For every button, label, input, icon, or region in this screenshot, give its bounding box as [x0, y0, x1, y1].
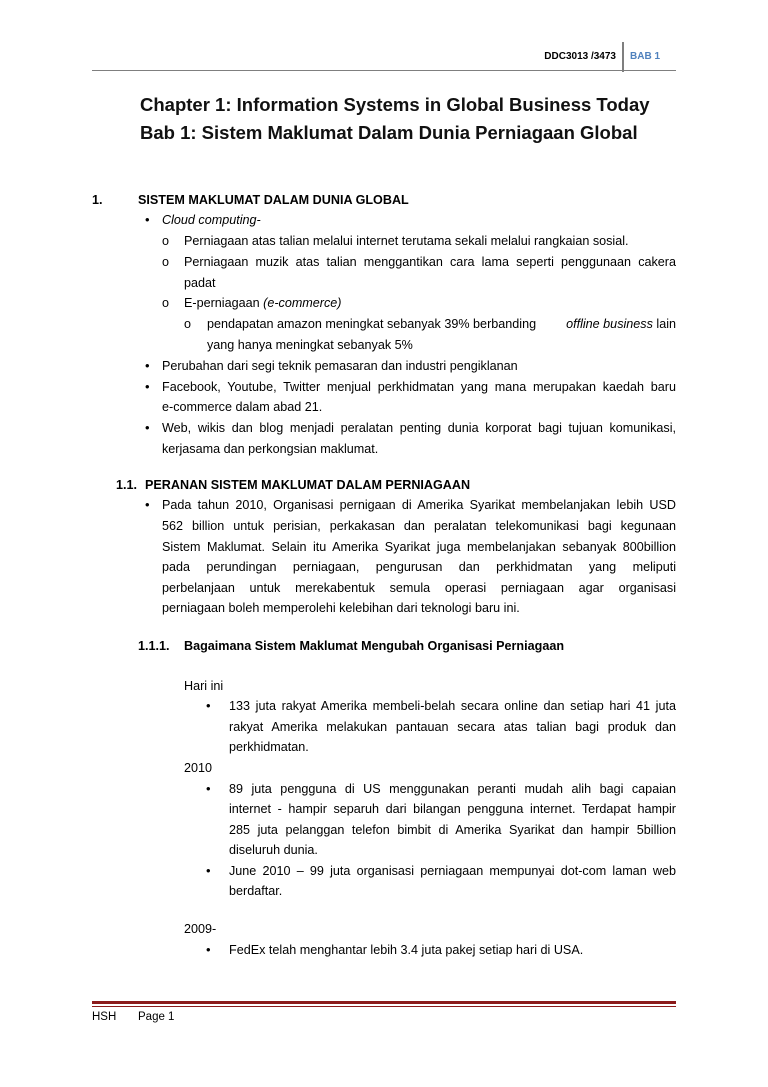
amazon-line-1	[207, 316, 676, 332]
footer-rule-thick	[92, 1001, 676, 1004]
role-paragraph-line-3: Sistem Maklumat. Selain itu Amerika Syarikat juga membelanjakan sebanyak 800billion	[162, 540, 676, 554]
header-chapter-tag: BAB 1	[630, 51, 661, 62]
bullet-web-line-2: kerjasama dan perkongsian maklumat.	[162, 442, 379, 456]
year-2010-label: 2010	[184, 761, 213, 775]
title-english: Chapter 1: Information Systems in Global Business Today	[140, 94, 650, 115]
bullet-social-line-2: e-commerce dalam abad 21.	[162, 400, 323, 414]
header-rule	[92, 70, 676, 71]
bullet-icon: •	[206, 781, 211, 796]
footer-author: HSH	[92, 1011, 117, 1023]
today-line-3: perkhidmatan.	[229, 740, 309, 754]
bullet-icon: •	[206, 942, 211, 957]
title-malay: Bab 1: Sistem Maklumat Dalam Dunia Perniagaan Global	[140, 122, 638, 143]
cloud-sub-item-2-line-2: padat	[184, 276, 216, 290]
amazon-line-1-italic: offline business	[566, 317, 653, 331]
y2010-bullet-1-line-1: 89 juta pengguna di US menggunakan peranti mudah alih bagi capaian	[229, 782, 676, 796]
bullet-icon: •	[145, 358, 150, 373]
eperniagaan-text: E-perniagaan	[184, 296, 264, 310]
bullet-icon: •	[206, 863, 211, 878]
amazon-line-2: yang hanya meningkat sebanyak 5%	[207, 338, 413, 352]
bullet-icon: •	[145, 212, 150, 227]
section-1-1-number: 1.1.	[116, 478, 138, 492]
section-1-1-1-number: 1.1.1.	[138, 639, 170, 653]
circle-bullet-icon: o	[162, 296, 170, 310]
role-paragraph-line-5: perbelanjaan untuk merekabentuk semula operasi perniagaan agar organisasi	[162, 581, 676, 595]
bullet-marketing: Perubahan dari segi teknik pemasaran dan industri pengiklanan	[162, 359, 518, 373]
bullet-icon: •	[145, 420, 150, 435]
bullet-web-line-1: Web, wikis dan blog menjadi peralatan penting dunia korporat bagi tujuan komunikasi,	[162, 421, 676, 435]
amazon-line-1-words	[207, 316, 566, 332]
today-label: Hari ini	[184, 679, 224, 693]
eperniagaan-item	[184, 295, 342, 311]
circle-bullet-icon: o	[184, 317, 192, 331]
section-1-number: 1.	[92, 193, 103, 207]
bullet-icon: •	[145, 497, 150, 512]
header-course-code: DDC3013 /3473	[544, 51, 616, 62]
y2010-bullet-1-line-2: internet - hampir separuh dari bilangan pengguna internet. Terdapat hampir	[229, 802, 676, 816]
amazon-line-1-end: lain	[652, 317, 676, 331]
y2010-bullet-1-line-3: 285 juta pelanggan telefon bimbit di Amerika Syarikat dan hampir 5billion	[229, 823, 676, 837]
amazon-line-1-text: pendapatan amazon meningkat sebanyak 39% berbanding	[207, 317, 537, 331]
footer-rule-thin	[92, 1006, 676, 1007]
y2010-bullet-2-line-1: June 2010 – 99 juta organisasi perniagaan mempunyai dot-com laman web	[229, 864, 676, 878]
today-line-1: 133 juta rakyat Amerika membeli-belah secara online dan setiap hari 41 juta	[229, 699, 676, 713]
today-line-2: rakyat Amerika melakukan pantauan secara atas talian bagi produk dan	[229, 720, 676, 734]
cloud-sub-item-1: Perniagaan atas talian melalui internet terutama sekali melalui rangkaian sosial.	[184, 234, 629, 248]
role-paragraph-line-1: Pada tahun 2010, Organisasi pernigaan di Amerika Syarikat membelanjakan lebih USD	[162, 498, 676, 512]
section-1-1-heading: PERANAN SISTEM MAKLUMAT DALAM PERNIAGAAN	[145, 478, 471, 492]
bullet-icon: •	[206, 698, 211, 713]
role-paragraph-line-6: perniagaan boleh memperolehi kelebihan dari teknologi baru ini.	[162, 601, 520, 615]
section-1-1-1-heading: Bagaimana Sistem Maklumat Mengubah Organisasi Perniagaan	[184, 639, 565, 653]
role-paragraph-line-2: 562 billion untuk perisian, perkakasan dan peralatan telekomunikasi bagi kegunaan	[162, 519, 676, 533]
circle-bullet-icon: o	[162, 255, 170, 269]
circle-bullet-icon: o	[162, 234, 170, 248]
y2010-bullet-1-line-4: diseluruh dunia.	[229, 843, 318, 857]
year-2009-label: 2009-	[184, 922, 217, 936]
footer-page-number: Page 1	[138, 1011, 175, 1023]
cloud-sub-item-2-line-1: Perniagaan muzik atas talian menggantikan cara lama seperti penggunaan cakera	[184, 255, 676, 269]
bullet-icon: •	[145, 379, 150, 394]
eperniagaan-italic: (e-commerce)	[263, 296, 342, 310]
bullet-social-line-1: Facebook, Youtube, Twitter menjual perkhidmatan yang mana merupakan kaedah baru	[162, 380, 676, 394]
header-divider	[622, 42, 624, 72]
y2009-bullet-1: FedEx telah menghantar lebih 3.4 juta pakej setiap hari di USA.	[229, 943, 584, 957]
section-1-heading: SISTEM MAKLUMAT DALAM DUNIA GLOBAL	[138, 193, 409, 207]
role-paragraph-line-4: pada perundingan perniagaan, pengurusan dan perkhidmatan yang meliputi	[162, 560, 676, 574]
cloud-computing-label: Cloud computing-	[162, 213, 261, 227]
y2010-bullet-2-line-2: berdaftar.	[229, 884, 283, 898]
